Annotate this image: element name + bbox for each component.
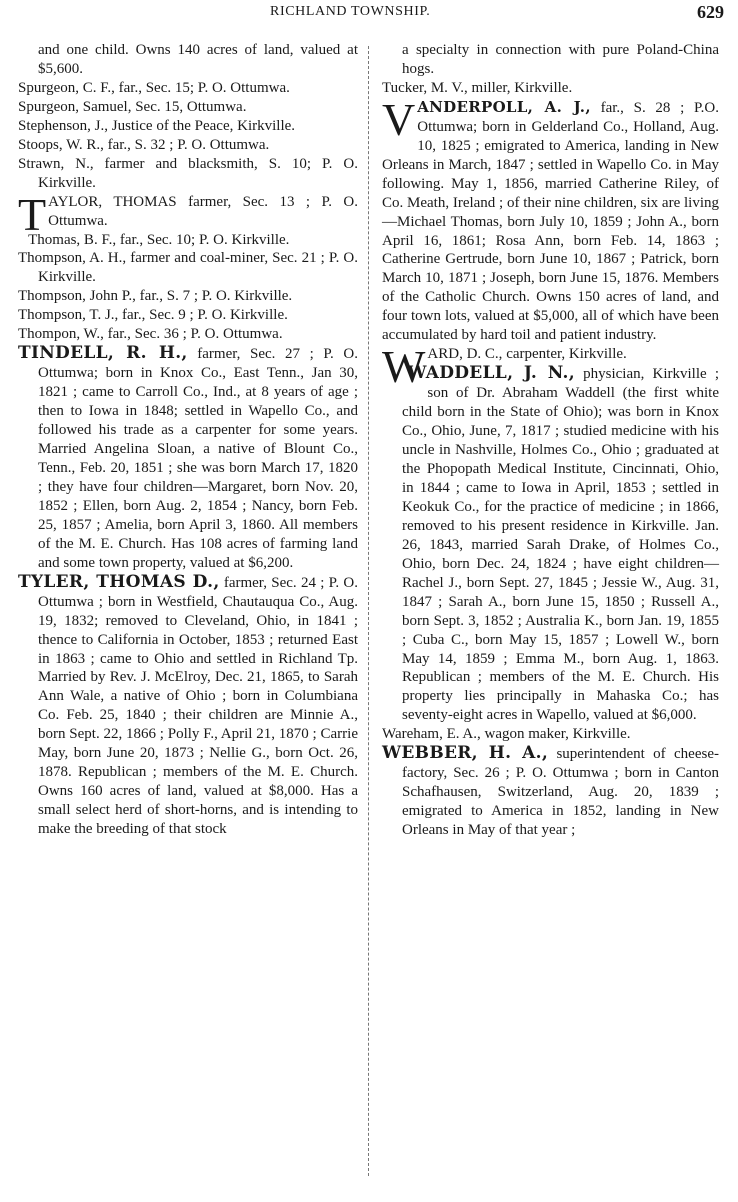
entry-name: AYLOR, THOMAS bbox=[48, 193, 177, 210]
directory-entry: a specialty in connection with pure Poland-China hogs. bbox=[402, 42, 719, 77]
biography-entry: TYLER, THOMAS D., farmer, Sec. 24 ; P. O. Ottumwa ; born in Westfield, Chautauqua Co., Aug. 19, 1832; removed to Cleveland, Ohio, in 1841 ; thence to California in October, 1853 ; returned East in 1863 ; came to Ohio and settled in Richland Tp. Married by Rev. J. McElroy, Dec. 21, 1865, to Sarah Ann Wale, a native of Ohio ; born in Columbiana Co. Feb. 25, 1840 ; their children are Minnie A., born Sept. 22, 1866 ; Polly F., April 21, 1870 ; Carrie May, born June 20, 1873 ; Nellie G., born Oct. 26, 1878. Republican ; members of the M. E. Church. Owns 160 acres of land, valued at $8,000. Has a small select herd of short-horns, and is intending to make the breeding of that stock bbox=[18, 571, 358, 838]
drop-cap: T bbox=[18, 188, 47, 240]
directory-entry: TAYLOR, THOMAS farmer, Sec. 13 ; P. O. Ottumwa. bbox=[18, 188, 358, 240]
biography-entry: WADDELL, J. N., physician, Kirkville ; son of Dr. Abraham Waddell (the first white child born in the State of Ohio); was born in Knox Co., Ohio, June, 7, 1817 ; studied medicine with his uncle in Nashville, Holmes Co., Ohio ; graduated at the Phopopath Medical Institute, Cincinnati, Ohio, in 1844 ; came to Iowa in April, 1853 ; settled in Keokuk Co., for the practice of medicine ; in 1866, removed to his present residence in Kirkville. Jan. 26, 1843, married Sarah Drake, of Holmes Co., Ohio, born Dec. 24, 1824 ; have eight children—Rachel J., born Sept. 27, 1845 ; Jessie W., Aug. 31, 1847 ; Sarah A., born June 15, 1850 ; Russell A., born Sept. 3, 1852 ; Australia K., born Jan. 19, 1855 ; Cuba C., born May 15, 1857 ; Lowell W., born May 14, 1859 ; Emma M., born Aug. 1, 1863. Republican ; members of the M. E. Church. His property lies principally in Mahaska Co.; has seventy-eight acres in Wapello, valued at $6,000. bbox=[402, 363, 719, 724]
directory-entry: Thompon, W., far., Sec. 36 ; P. O. Ottumwa. bbox=[18, 326, 283, 343]
directory-entry: Stoops, W. R., far., S. 32 ; P. O. Ottumwa. bbox=[18, 136, 270, 153]
left-column bbox=[18, 41, 358, 839]
right-column bbox=[382, 41, 719, 840]
entry-name: TYLER, THOMAS D., bbox=[18, 571, 220, 592]
directory-entry: Spurgeon, Samuel, Sec. 15, Ottumwa. bbox=[18, 98, 247, 115]
entry-name: ANDERPOLL, A. J., bbox=[417, 97, 591, 116]
directory-entry: and one child. Owns 140 acres of land, valued at $5,600. bbox=[38, 42, 358, 77]
directory-entry: Thomas, B. F., far., Sec. 10; P. O. Kirkville. bbox=[28, 231, 290, 248]
drop-cap: V bbox=[382, 93, 416, 145]
biography-entry: VANDERPOLL, A. J., far., S. 28 ; P.O. Ottumwa; born in Gelderland Co., Holland, Aug. 10, 1825 ; emigrated to America, landing in New Orleans in March, 1847 ; settled in Wapello Co. in May following. May 1, 1856, married Catherine Riley, of Co. Meath, Ireland ; of their nine children, six are living—Michael Thomas, born July 10, 1859 ; John A., born April 16, 1861; Rosa Ann, born Feb. 14, 1863 ; Catherine Gertrude, born June 10, 1867 ; Patrick, born March 10, 1871 ; Joseph, born June 15, 1876. Members of the Catholic Church. Owns 150 acres of land, and four town lots, valued at $5,000, all of which have been accumulated by hard toil and patient industry. bbox=[382, 93, 720, 344]
biography-entry: WEBBER, H. A., superintendent of cheese-factory, Sec. 26 ; P. O. Ottumwa ; born in Canton Schafhausen, Switzerland, Aug. 20, 1839 ; emigrated to America in 1852, landing in New Orleans in May of that year ; bbox=[382, 743, 719, 839]
entry-name: TINDELL, R. H., bbox=[18, 343, 188, 364]
biography-entry: TINDELL, R. H., farmer, Sec. 27 ; P. O. Ottumwa; born in Knox Co., East Tenn., Jan 30, 1821 ; came to Carroll Co., Ind., at 8 years of age ; then to Iowa in 1848; settled in Wapello Co., and followed his trade as a carpenter for some years. Married Angelina Sloan, a native of Blount Co., Tenn., Feb. 20, 1851 ; she was born March 17, 1820 ; they have four children—Margaret, born Nov. 20, 1852 ; Ellen, born Aug. 2, 1854 ; Nancy, born Feb. 25, 1857 ; Amelia, born April 3, 1860. All members of the M. E. Church. Has 108 acres of farming land and some town property, valued at $6,200. bbox=[18, 343, 358, 571]
entry-name: WADDELL, J. N., bbox=[407, 363, 575, 384]
running-title: RICHLAND TOWNSHIP. bbox=[270, 4, 431, 19]
directory-entry: WARD, D. C., carpenter, Kirkville. bbox=[382, 341, 627, 393]
entry-name: ARD, D. C., bbox=[427, 346, 503, 363]
directory-entry: Wareham, E. A., wagon maker, Kirkville. bbox=[382, 726, 631, 743]
directory-entry: Thompson, T. J., far., Sec. 9 ; P. O. Kirkville. bbox=[18, 307, 288, 324]
directory-entry: Tucker, M. V., miller, Kirkville. bbox=[382, 79, 573, 96]
directory-entry: Thompson, A. H., farmer and coal-miner, Sec. 21 ; P. O. Kirkville. bbox=[18, 250, 358, 286]
directory-entry: Strawn, N., farmer and blacksmith, S. 10; P. O. Kirkville. bbox=[18, 155, 358, 191]
drop-cap: W bbox=[382, 341, 426, 393]
directory-entry: Spurgeon, C. F., far., Sec. 15; P. O. Ottumwa. bbox=[18, 79, 290, 96]
entry-name: WEBBER, H. A., bbox=[382, 743, 549, 764]
page-number: 629 bbox=[697, 2, 724, 22]
page-header bbox=[0, 3, 738, 25]
column-divider bbox=[368, 46, 369, 1176]
directory-entry: Thompson, John P., far., S. 7 ; P. O. Kirkville. bbox=[18, 288, 293, 305]
directory-entry: Stephenson, J., Justice of the Peace, Kirkville. bbox=[18, 117, 296, 134]
